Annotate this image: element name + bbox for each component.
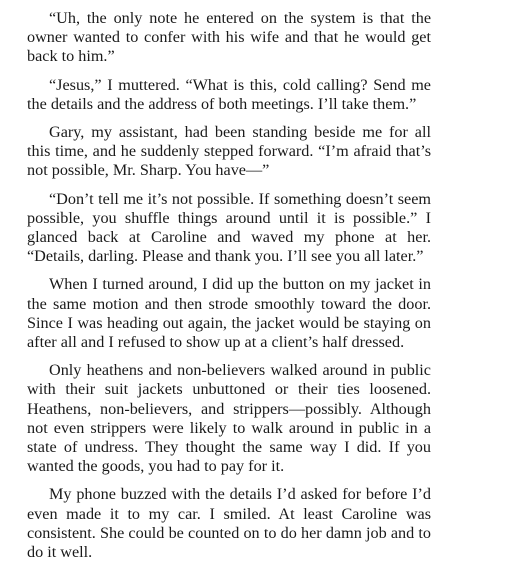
paragraph-7: My phone buzzed with the details I’d asked for before I’d even made it to my car. I smiled. At least Caroline was consistent. She could be counted on to do her damn job and to do it well. [27,485,431,562]
paragraph-6: Only heathens and non-believers walked around in public with their suit jackets unbuttoned or their ties loosened. Heathens, non-believers, and strippers—possibly. Although not even strippers were likely to walk around in public in a state of undress. They thought the same way I did. If you wanted the goods, you had to pay for it. [27,361,431,476]
paragraph-5: When I turned around, I did up the button on my jacket in the same motion and then strode smoothly toward the door. Since I was heading out again, the jacket would be staying on after all and I refused to show up at a client’s half dressed. [27,275,431,352]
paragraph-3: Gary, my assistant, had been standing beside me for all this time, and he suddenly stepped forward. “I’m afraid that’s not possible, Mr. Sharp. You have—” [27,123,431,180]
paragraph-4: “Don’t tell me it’s not possible. If something doesn’t seem possible, you shuffle things around until it is possible.” I glanced back at Caroline and waved my phone at her. “Details, darling. Please and thank you. I’ll see you all later.” [27,189,431,266]
paragraph-2: “Jesus,” I muttered. “What is this, cold calling? Send me the details and the address of both meetings. I’ll take them.” [27,75,431,113]
paragraph-1: “Uh, the only note he entered on the system is that the owner wanted to confer with his wife and that he would get back to him.” [27,9,431,66]
